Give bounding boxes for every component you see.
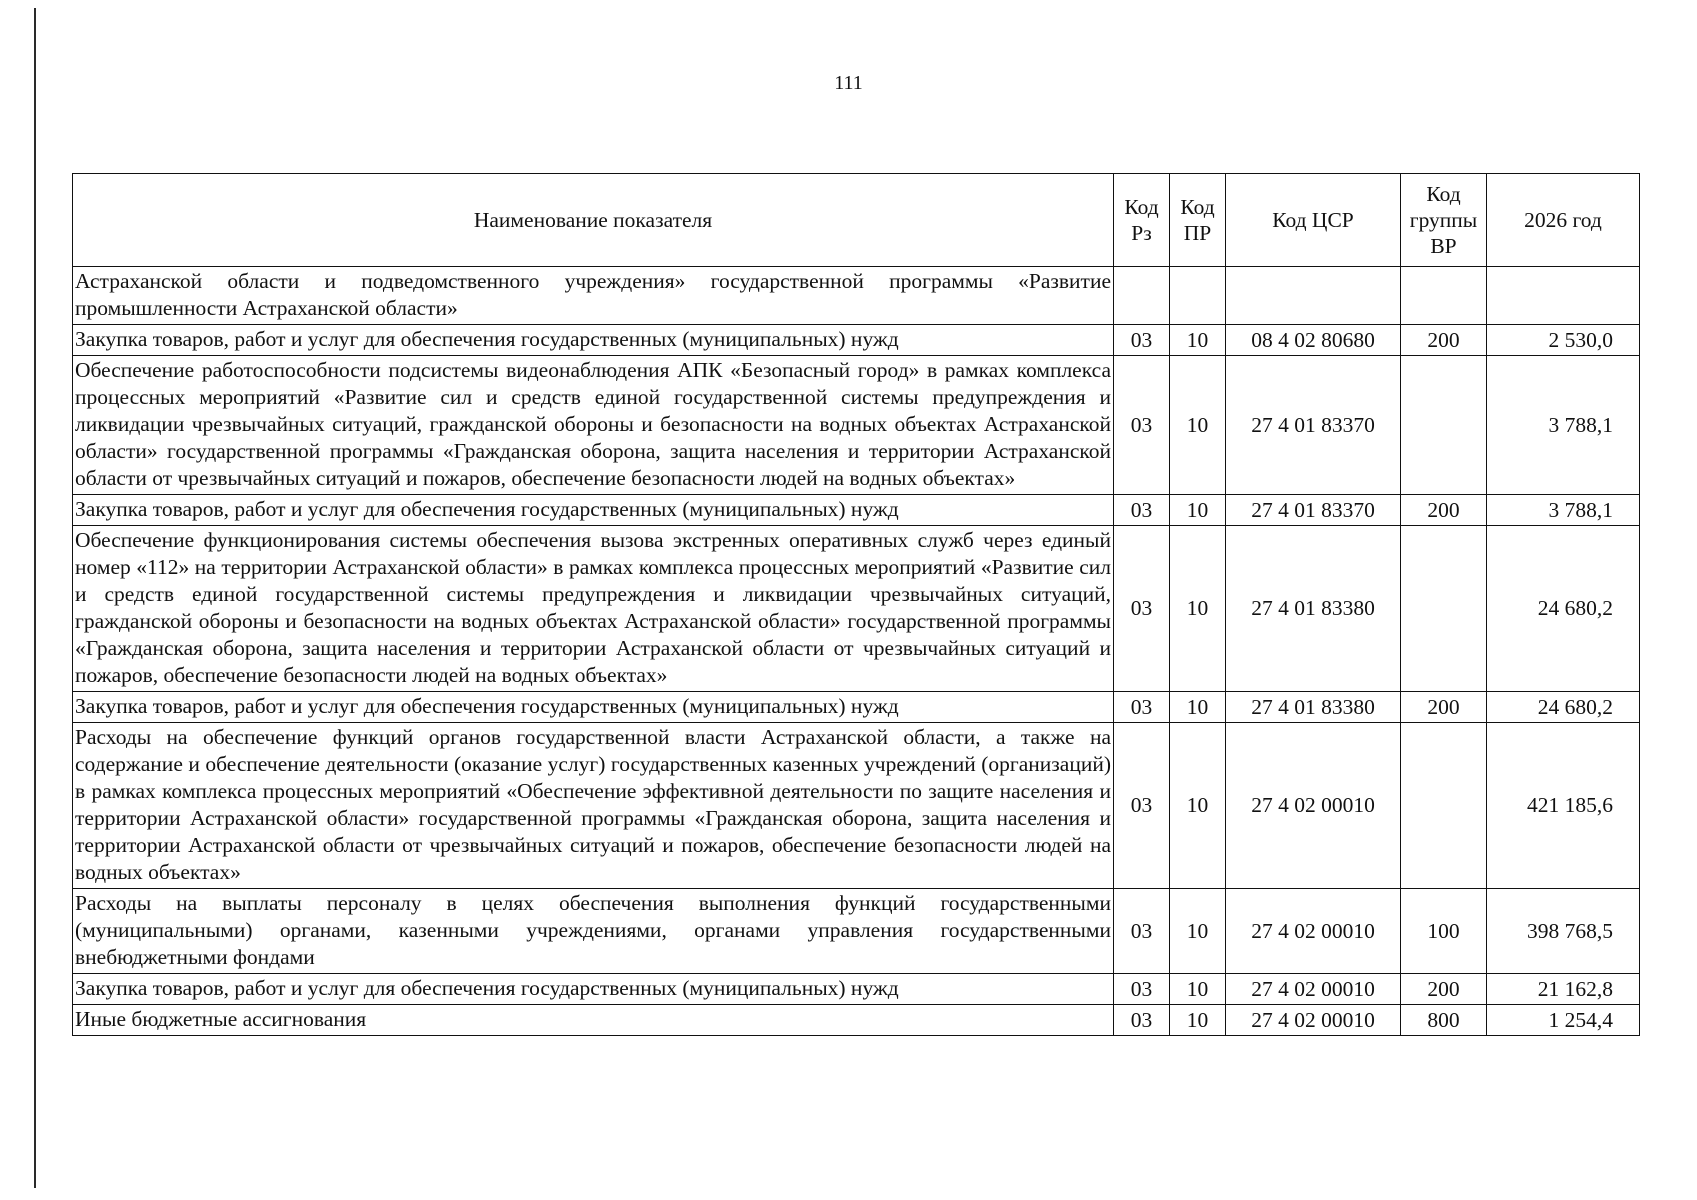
row-name: Астраханской области и подведомственного учреждения» государственной программы «Развитие промышленности Астраханской области» (73, 267, 1114, 325)
header-rz: Код Рз (1114, 174, 1170, 267)
row-csr: 27 4 01 83370 (1226, 356, 1401, 495)
row-pr: 10 (1170, 495, 1226, 526)
header-pr: Код ПР (1170, 174, 1226, 267)
row-name: Расходы на обеспечение функций органов государственной власти Астраханской области, а также на содержание и обеспечение деятельности (оказание услуг) государственных казенных учреждений (организаций) в рамках комплекса процессных мероприятий «Обеспечение эффективной деятельности по защите населения и территории Астраханской области» государственной программы «Гражданская оборона, защита населения и территории Астраханской области от чрезвычайных ситуаций и пожаров, обеспечение безопасности людей на водных объектах» (73, 723, 1114, 889)
row-name: Иные бюджетные ассигнования (73, 1005, 1114, 1036)
row-csr: 27 4 02 00010 (1226, 974, 1401, 1005)
row-vr: 200 (1401, 325, 1487, 356)
header-vr: Код группы ВР (1401, 174, 1487, 267)
table-row (73, 1005, 1640, 1036)
row-amount: 3 788,1 (1487, 356, 1640, 495)
table-row (73, 526, 1640, 692)
row-name: Обеспечение функционирования системы обеспечения вызова экстренных оперативных служб через единый номер «112» на территории Астраханской области» в рамках комплекса процессных мероприятий «Развитие сил и средств единой государственной системы предупреждения и ликвидации чрезвычайных ситуаций, гражданской обороны и безопасности на водных объектах Астраханской области» государственной программы «Гражданская оборона, защита населения и территории Астраханской области от чрезвычайных ситуаций и пожаров, обеспечение безопасности людей на водных объектах» (73, 526, 1114, 692)
row-rz (1114, 267, 1170, 325)
table-row (73, 356, 1640, 495)
row-rz: 03 (1114, 889, 1170, 974)
table-header-row (73, 174, 1640, 267)
row-amount: 24 680,2 (1487, 692, 1640, 723)
row-csr: 27 4 02 00010 (1226, 723, 1401, 889)
row-csr (1226, 267, 1401, 325)
row-amount: 3 788,1 (1487, 495, 1640, 526)
header-csr: Код ЦСР (1226, 174, 1401, 267)
row-pr: 10 (1170, 723, 1226, 889)
table-row (73, 889, 1640, 974)
row-csr: 08 4 02 80680 (1226, 325, 1401, 356)
header-year: 2026 год (1487, 174, 1640, 267)
row-csr: 27 4 01 83380 (1226, 692, 1401, 723)
row-name: Закупка товаров, работ и услуг для обеспечения государственных (муниципальных) нужд (73, 495, 1114, 526)
row-pr: 10 (1170, 974, 1226, 1005)
row-name: Закупка товаров, работ и услуг для обеспечения государственных (муниципальных) нужд (73, 325, 1114, 356)
page-number: 111 (834, 72, 863, 94)
row-csr: 27 4 01 83370 (1226, 495, 1401, 526)
row-name: Закупка товаров, работ и услуг для обеспечения государственных (муниципальных) нужд (73, 974, 1114, 1005)
row-pr (1170, 267, 1226, 325)
row-rz: 03 (1114, 723, 1170, 889)
row-csr: 27 4 02 00010 (1226, 889, 1401, 974)
table-row (73, 692, 1640, 723)
row-vr: 100 (1401, 889, 1487, 974)
row-amount: 421 185,6 (1487, 723, 1640, 889)
row-rz: 03 (1114, 692, 1170, 723)
table-row (73, 325, 1640, 356)
row-csr: 27 4 01 83380 (1226, 526, 1401, 692)
row-amount (1487, 267, 1640, 325)
row-pr: 10 (1170, 356, 1226, 495)
table-row (73, 974, 1640, 1005)
row-rz: 03 (1114, 356, 1170, 495)
row-amount: 2 530,0 (1487, 325, 1640, 356)
row-vr: 800 (1401, 1005, 1487, 1036)
row-rz: 03 (1114, 325, 1170, 356)
row-pr: 10 (1170, 526, 1226, 692)
row-name: Расходы на выплаты персоналу в целях обеспечения выполнения функций государственными (муниципальными) органами, казенными учреждениями, органами управления государственными внебюджетными фондами (73, 889, 1114, 974)
budget-table (72, 173, 1640, 1036)
header-name: Наименование показателя (73, 174, 1114, 267)
row-pr: 10 (1170, 325, 1226, 356)
row-pr: 10 (1170, 889, 1226, 974)
table-row (73, 723, 1640, 889)
row-name: Обеспечение работоспособности подсистемы видеонаблюдения АПК «Безопасный город» в рамках комплекса процессных мероприятий «Развитие сил и средств единой государственной системы предупреждения и ликвидации чрезвычайных ситуаций, гражданской обороны и безопасности на водных объектах Астраханской области» государственной программы «Гражданская оборона, защита населения и территории Астраханской области от чрезвычайных ситуаций и пожаров, обеспечение безопасности людей на водных объектах» (73, 356, 1114, 495)
row-rz: 03 (1114, 974, 1170, 1005)
row-pr: 10 (1170, 1005, 1226, 1036)
row-rz: 03 (1114, 1005, 1170, 1036)
row-rz: 03 (1114, 526, 1170, 692)
row-vr (1401, 526, 1487, 692)
row-amount: 21 162,8 (1487, 974, 1640, 1005)
row-amount: 24 680,2 (1487, 526, 1640, 692)
row-name: Закупка товаров, работ и услуг для обеспечения государственных (муниципальных) нужд (73, 692, 1114, 723)
table-row (73, 267, 1640, 325)
row-csr: 27 4 02 00010 (1226, 1005, 1401, 1036)
page-margin-rule (34, 8, 36, 1188)
table-row (73, 495, 1640, 526)
row-vr (1401, 267, 1487, 325)
row-amount: 398 768,5 (1487, 889, 1640, 974)
row-rz: 03 (1114, 495, 1170, 526)
row-amount: 1 254,4 (1487, 1005, 1640, 1036)
row-vr: 200 (1401, 692, 1487, 723)
row-pr: 10 (1170, 692, 1226, 723)
row-vr: 200 (1401, 495, 1487, 526)
row-vr (1401, 356, 1487, 495)
row-vr: 200 (1401, 974, 1487, 1005)
row-vr (1401, 723, 1487, 889)
